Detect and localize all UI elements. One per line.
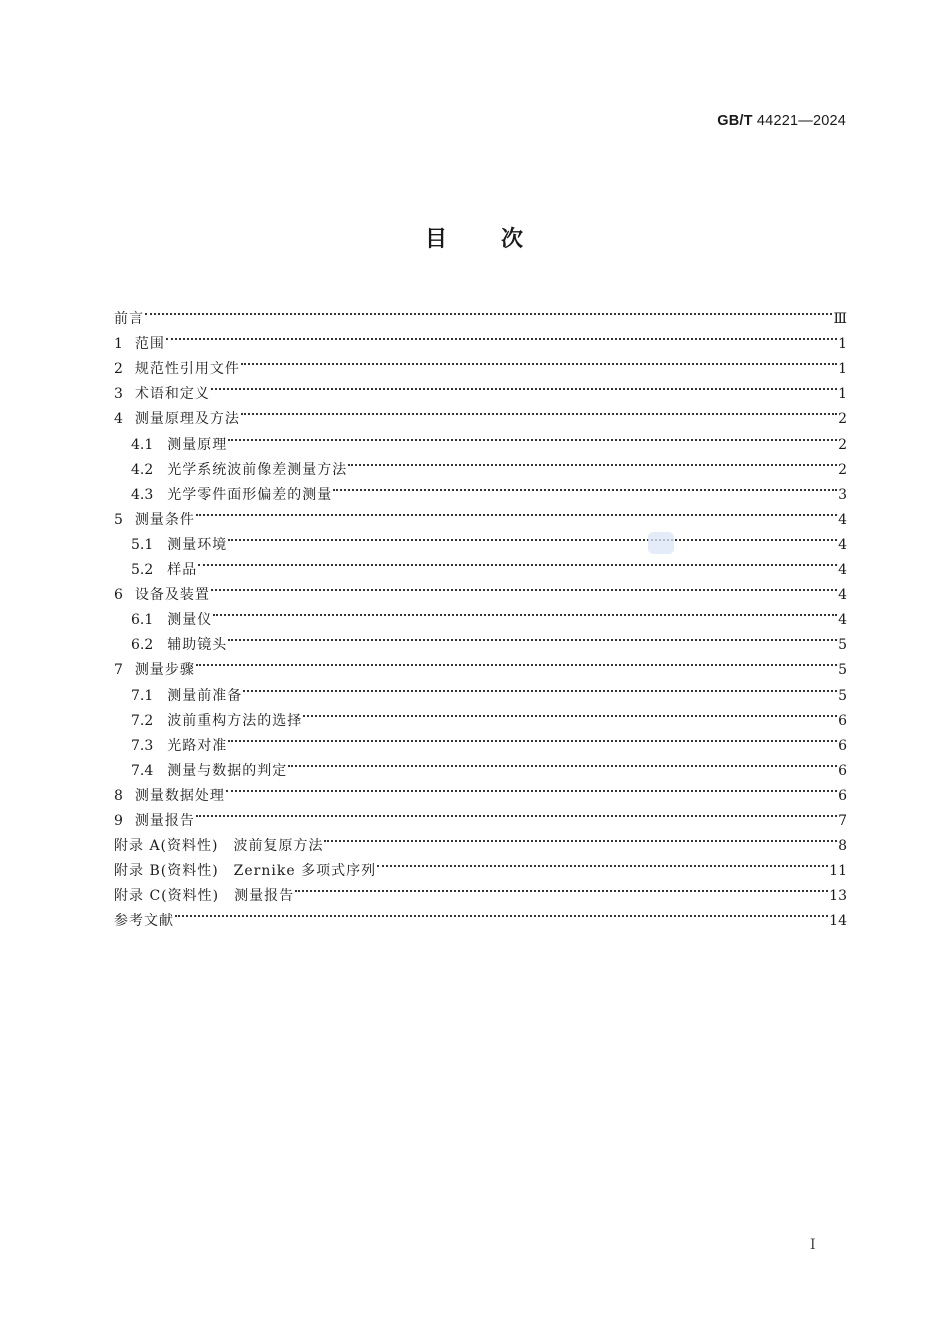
toc-entry-number: 9 (114, 812, 123, 829)
toc-entry-label: 测量环境 (167, 536, 228, 553)
toc-entry-label: 前言 (114, 311, 144, 328)
toc-dot-leader (348, 449, 837, 474)
toc-entry-page: 13 (829, 888, 847, 905)
toc-entry-page: 8 (838, 838, 847, 855)
toc-entry-number: 5 (114, 511, 123, 528)
toc-entry-page: 14 (829, 913, 847, 930)
toc-entry-label: 测量步骤 (134, 662, 195, 679)
toc-dot-leader (241, 398, 837, 423)
toc-entry-page: 2 (838, 436, 847, 453)
toc-dot-leader (196, 499, 837, 524)
toc-entry-number: 8 (114, 787, 123, 804)
toc-entry-label: 波前重构方法的选择 (167, 712, 303, 729)
toc-entry-label: 光学系统波前像差测量方法 (167, 461, 348, 478)
toc-dot-leader (145, 298, 832, 323)
toc-entry-label: 范围 (134, 336, 165, 353)
watermark-logo (648, 532, 674, 554)
toc-entry-number: 6.2 (131, 637, 154, 654)
toc-entry[interactable] (114, 298, 847, 328)
toc-entry[interactable] (114, 800, 847, 829)
standard-number: 44221—2024 (756, 113, 846, 129)
toc-entry[interactable] (114, 348, 847, 378)
toc-entry[interactable] (114, 398, 847, 428)
toc-entry-number: 4.1 (131, 436, 154, 453)
toc-entry-number: 3 (114, 386, 123, 403)
toc-entry[interactable] (114, 323, 847, 353)
toc-entry-label: 测量与数据的判定 (167, 762, 288, 779)
toc-entry-label: 辅助镜头 (167, 637, 228, 654)
standard-prefix: GB/T (717, 113, 753, 129)
toc-entry-page: 5 (838, 687, 847, 704)
toc-entry[interactable] (114, 574, 847, 604)
toc-entry-page: 1 (838, 386, 847, 403)
toc-entry-page: 4 (838, 587, 847, 604)
toc-entry-number: 4 (114, 411, 123, 428)
toc-entry[interactable] (114, 649, 847, 679)
toc-entry-label: 样品 (167, 562, 198, 579)
toc-entry[interactable] (114, 599, 847, 629)
toc-entry-number: 6 (114, 587, 123, 604)
table-of-contents (114, 298, 847, 930)
page-number: I (810, 1237, 816, 1253)
toc-dot-leader (303, 700, 837, 725)
toc-entry-page: 3 (838, 486, 847, 503)
toc-entry[interactable] (114, 373, 847, 403)
toc-entry[interactable] (114, 825, 847, 855)
toc-entry-label: 参考文献 (114, 913, 174, 930)
toc-entry-page: 11 (829, 863, 847, 880)
toc-entry-label: 测量数据处理 (134, 787, 225, 804)
toc-entry-label: 附录 C(资料性) 测量报告 (114, 888, 295, 905)
toc-entry-page: 1 (838, 336, 847, 353)
toc-entry-label: 附录 A(资料性) 波前复原方法 (114, 838, 324, 855)
toc-entry-label: 测量前准备 (167, 687, 243, 704)
toc-dot-leader (198, 549, 837, 574)
title-char-1: 目 (424, 227, 449, 252)
toc-dot-leader (175, 900, 828, 925)
toc-entry[interactable] (114, 549, 847, 579)
toc-entry-page: 4 (838, 511, 847, 528)
toc-dot-leader (228, 725, 837, 750)
toc-dot-leader (243, 674, 837, 699)
toc-entry-page: 4 (838, 612, 847, 629)
toc-entry-number: 7.1 (131, 687, 154, 704)
toc-entry[interactable] (114, 524, 847, 553)
toc-entry-label: 设备及装置 (134, 587, 210, 604)
toc-entry-label: 测量仪 (167, 612, 213, 629)
toc-dot-leader (226, 775, 837, 800)
toc-entry-page: 6 (838, 737, 847, 754)
toc-dot-leader (166, 323, 837, 348)
toc-entry[interactable] (114, 900, 847, 930)
toc-entry-number: 5.1 (131, 536, 154, 553)
toc-entry-label: 术语和定义 (134, 386, 210, 403)
toc-entry-page: 5 (838, 662, 847, 679)
toc-dot-leader (196, 649, 837, 674)
toc-entry-page: 7 (838, 812, 847, 829)
toc-dot-leader (324, 825, 837, 850)
toc-entry-page: 6 (838, 762, 847, 779)
toc-dot-leader (196, 800, 837, 825)
toc-entry-page: 5 (838, 637, 847, 654)
title-char-2: 次 (501, 227, 526, 252)
toc-dot-leader (211, 373, 837, 398)
toc-entry-number: 7 (114, 662, 123, 679)
toc-entry-number: 5.2 (131, 562, 154, 579)
toc-entry-number: 4.2 (131, 461, 154, 478)
toc-dot-leader (377, 850, 828, 875)
toc-entry-label: 光路对准 (167, 737, 228, 754)
toc-entry-page: 6 (838, 712, 847, 729)
toc-dot-leader (228, 524, 837, 549)
toc-dot-leader (211, 574, 837, 599)
toc-entry-number: 1 (114, 336, 123, 353)
toc-entry-label: 光学零件面形偏差的测量 (167, 486, 333, 503)
toc-dot-leader (333, 474, 837, 499)
toc-dot-leader (241, 348, 837, 373)
toc-entry-number: 6.1 (131, 612, 154, 629)
toc-entry-label: 规范性引用文件 (134, 361, 240, 378)
toc-entry-page: 1 (838, 361, 847, 378)
toc-entry-page: 4 (838, 536, 847, 553)
toc-entry[interactable] (114, 674, 847, 704)
toc-entry-label: 测量原理及方法 (134, 411, 240, 428)
toc-dot-leader (295, 875, 828, 900)
toc-entry-page: 4 (838, 562, 847, 579)
toc-entry-label: 附录 B(资料性) Zernike 多项式序列 (114, 863, 377, 880)
toc-dot-leader (288, 750, 837, 775)
toc-entry-label: 测量报告 (134, 812, 195, 829)
toc-dot-leader (213, 599, 837, 624)
toc-entry-number: 7.2 (131, 712, 154, 729)
toc-entry-page: 6 (838, 787, 847, 804)
toc-entry-page: 2 (838, 411, 847, 428)
toc-entry[interactable] (114, 499, 847, 528)
standard-code (717, 113, 846, 129)
toc-dot-leader (228, 624, 837, 649)
toc-entry-number: 7.4 (131, 762, 154, 779)
toc-entry-number: 7.3 (131, 737, 154, 754)
toc-entry-number: 4.3 (131, 486, 154, 503)
page-title (0, 222, 950, 253)
toc-dot-leader (228, 423, 837, 448)
toc-entry-page: Ⅲ (833, 311, 847, 328)
toc-entry-label: 测量条件 (134, 511, 195, 528)
toc-entry-label: 测量原理 (167, 436, 228, 453)
toc-entry[interactable] (114, 624, 847, 654)
toc-entry-page: 2 (838, 461, 847, 478)
toc-entry-number: 2 (114, 361, 123, 378)
